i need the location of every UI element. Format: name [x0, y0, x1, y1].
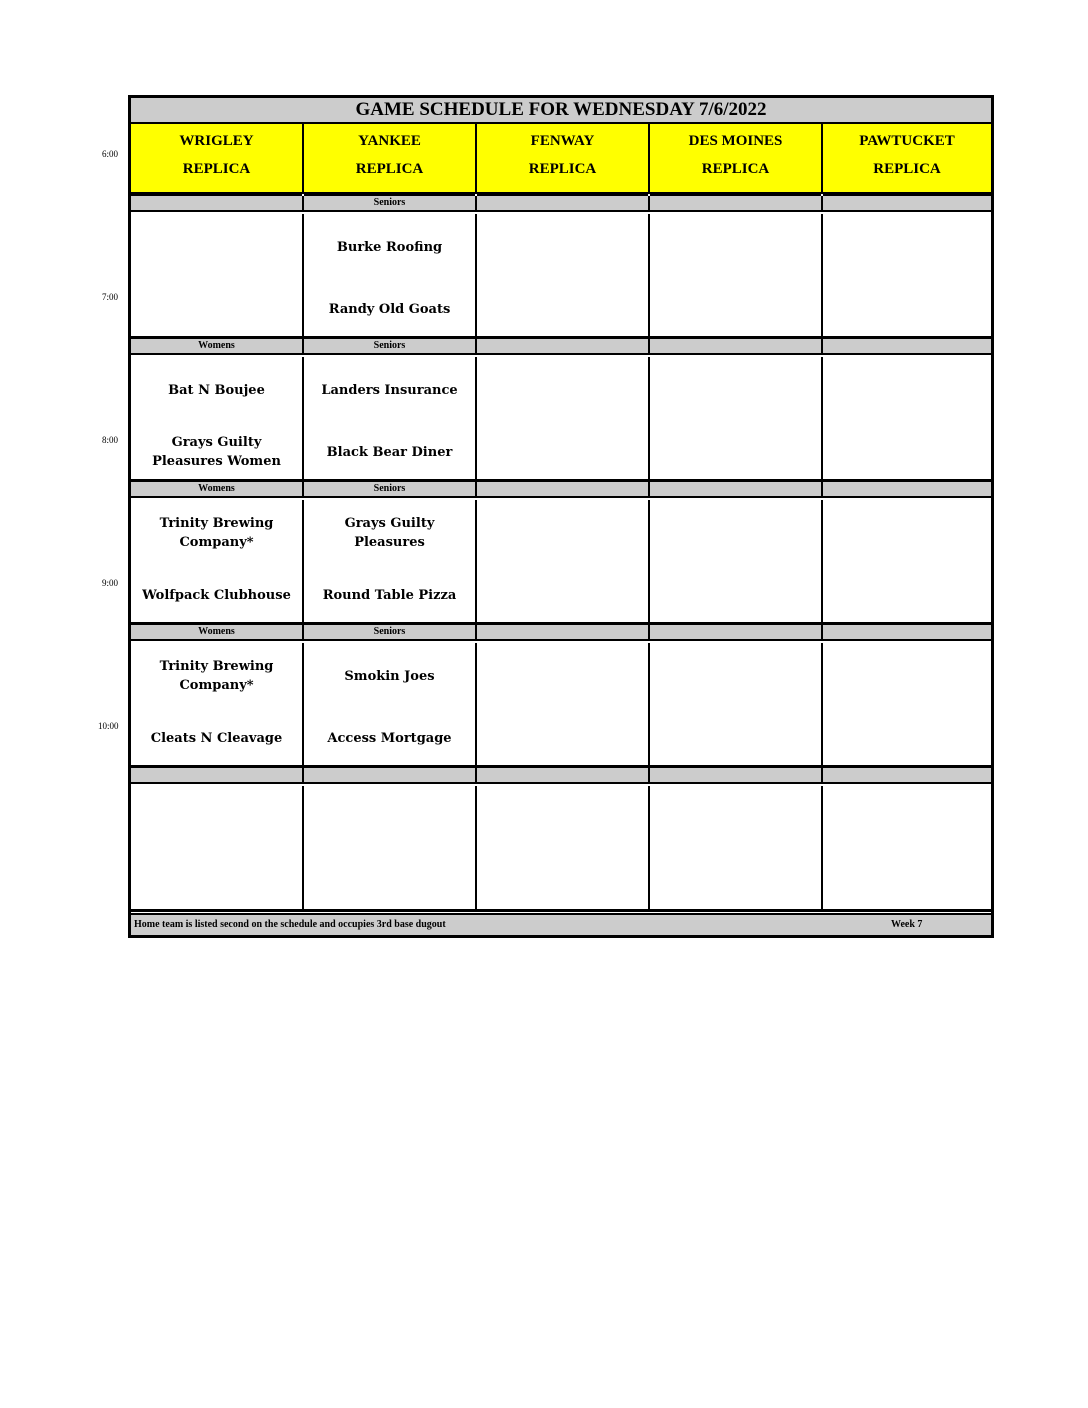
field-header — [477, 124, 650, 194]
game-cell — [650, 357, 823, 483]
home-team — [481, 566, 644, 624]
field-subtitle: REPLICA — [528, 161, 597, 177]
home-team — [827, 423, 987, 481]
game-cell — [304, 357, 477, 483]
away-team — [827, 790, 987, 848]
field-header — [131, 124, 304, 194]
division-label — [650, 482, 823, 498]
game-cell — [131, 357, 304, 483]
home-team: Access Mortgage — [327, 730, 452, 746]
home-team — [827, 709, 987, 767]
time-label: 7:00 — [102, 292, 119, 302]
week-label: Week 7 — [891, 919, 923, 930]
schedule-sheet — [128, 95, 994, 938]
game-cell — [650, 786, 823, 912]
away-team: Smokin Joes — [344, 668, 435, 684]
game-cell — [477, 786, 650, 912]
division-label — [650, 196, 823, 212]
away-team — [827, 647, 987, 705]
home-team: Grays Guilty Pleasures Women — [152, 435, 281, 469]
home-team — [481, 423, 644, 481]
game-cell — [131, 214, 304, 340]
game-cell — [823, 357, 991, 483]
field-header — [823, 124, 991, 194]
division-label — [477, 482, 650, 498]
field-name: PAWTUCKET — [859, 133, 955, 149]
division-label: Womens — [131, 339, 304, 355]
away-team: Trinity Brewing Company* — [159, 659, 274, 693]
home-team: Wolfpack Clubhouse — [142, 587, 291, 603]
game-cell — [477, 643, 650, 769]
home-team: Round Table Pizza — [322, 587, 457, 603]
home-team: Black Bear Diner — [326, 444, 453, 460]
home-team — [481, 852, 644, 910]
field-name: YANKEE — [358, 133, 421, 149]
home-team — [481, 280, 644, 338]
home-team — [654, 280, 817, 338]
home-team — [654, 852, 817, 910]
division-label: Seniors — [304, 339, 477, 355]
division-label — [131, 768, 304, 784]
game-cell — [650, 500, 823, 626]
away-team — [481, 647, 644, 705]
away-team — [827, 218, 987, 276]
away-team — [654, 218, 817, 276]
away-team — [308, 790, 471, 848]
division-label — [823, 768, 991, 784]
division-label — [477, 339, 650, 355]
game-cell — [304, 214, 477, 340]
game-cell — [304, 500, 477, 626]
away-team: Bat N Boujee — [168, 382, 265, 398]
schedule-footer — [131, 913, 991, 935]
away-team — [481, 790, 644, 848]
home-team — [654, 709, 817, 767]
division-label — [477, 196, 650, 212]
away-team: Burke Roofing — [336, 239, 443, 255]
division-label — [650, 625, 823, 641]
schedule-title: GAME SCHEDULE FOR WEDNESDAY 7/6/2022 — [131, 98, 991, 124]
division-label — [823, 196, 991, 212]
division-label: Womens — [131, 482, 304, 498]
time-label: 6:00 — [102, 149, 119, 159]
away-team — [481, 218, 644, 276]
home-team — [827, 852, 987, 910]
field-name: DES MOINES — [688, 133, 783, 149]
field-header — [304, 124, 477, 194]
away-team: Trinity Brewing Company* — [159, 516, 274, 550]
away-team — [827, 504, 987, 562]
game-cell — [131, 643, 304, 769]
division-label — [823, 482, 991, 498]
division-label — [477, 625, 650, 641]
game-cell — [823, 214, 991, 340]
away-team — [827, 361, 987, 419]
home-team — [135, 280, 298, 338]
field-subtitle: REPLICA — [873, 161, 941, 177]
home-team — [827, 566, 987, 624]
home-team — [135, 852, 298, 910]
home-team — [308, 852, 471, 910]
game-cell — [477, 214, 650, 340]
field-name: FENWAY — [530, 133, 595, 149]
away-team — [135, 218, 298, 276]
away-team — [654, 647, 817, 705]
game-cell — [650, 214, 823, 340]
time-label: 9:00 — [102, 578, 119, 588]
division-label — [131, 196, 304, 212]
away-team: Grays Guilty Pleasures — [344, 516, 435, 550]
home-team — [654, 423, 817, 481]
game-cell — [477, 500, 650, 626]
division-label — [650, 339, 823, 355]
away-team — [481, 504, 644, 562]
game-cell — [304, 786, 477, 912]
field-subtitle: REPLICA — [355, 161, 424, 177]
field-name: WRIGLEY — [179, 133, 254, 149]
home-team: Randy Old Goats — [328, 301, 451, 317]
home-team — [827, 280, 987, 338]
game-cell — [131, 786, 304, 912]
division-label — [823, 339, 991, 355]
home-team — [654, 566, 817, 624]
game-cell — [304, 643, 477, 769]
away-team — [481, 361, 644, 419]
away-team — [654, 504, 817, 562]
away-team — [654, 361, 817, 419]
division-label — [477, 768, 650, 784]
footer-note: Home team is listed second on the schedule and occupies 3rd base dugout — [134, 919, 446, 930]
division-label — [650, 768, 823, 784]
game-cell — [477, 357, 650, 483]
field-subtitle: REPLICA — [701, 161, 770, 177]
home-team — [481, 709, 644, 767]
away-team: Landers Insurance — [321, 382, 458, 398]
field-subtitle: REPLICA — [182, 161, 251, 177]
division-label: Seniors — [304, 196, 477, 212]
field-header — [650, 124, 823, 194]
time-label: 8:00 — [102, 435, 119, 445]
game-cell — [823, 786, 991, 912]
division-label — [304, 768, 477, 784]
division-label — [823, 625, 991, 641]
away-team — [654, 790, 817, 848]
game-cell — [823, 500, 991, 626]
game-cell — [823, 643, 991, 769]
time-label: 10:00 — [98, 721, 119, 731]
game-cell — [131, 500, 304, 626]
game-cell — [650, 643, 823, 769]
division-label: Seniors — [304, 482, 477, 498]
home-team: Cleats N Cleavage — [150, 730, 283, 746]
division-label: Womens — [131, 625, 304, 641]
away-team — [135, 790, 298, 848]
division-label: Seniors — [304, 625, 477, 641]
